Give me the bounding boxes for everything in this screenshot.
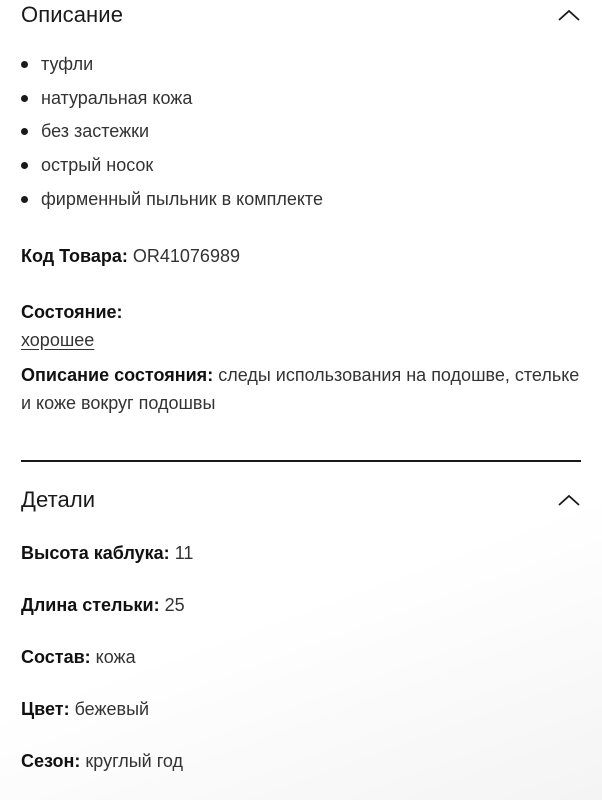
list-item: фирменный пыльник в комплекте — [21, 182, 323, 216]
insole-length-value: 25 — [164, 595, 185, 615]
sku-value: OR41076989 — [132, 246, 240, 266]
color-label: Цвет: — [21, 699, 70, 719]
material-label: Состав: — [21, 647, 91, 667]
color-value: бежевый — [74, 699, 150, 719]
condition-description-value: следы использования на подошве, стельке и коже вокруг подошвы — [21, 365, 580, 413]
list-item: без застежки — [21, 115, 323, 149]
condition-description-row — [21, 361, 581, 417]
season-row — [21, 747, 581, 775]
sku-row — [21, 242, 581, 270]
bullet-icon — [21, 162, 28, 169]
condition-label: Состояние: — [21, 302, 123, 322]
list-item: острый носок — [21, 149, 323, 183]
insole-length-label: Длина стельки: — [21, 595, 160, 615]
list-item: натуральная кожа — [21, 82, 323, 116]
color-row — [21, 695, 581, 723]
description-section-header[interactable] — [21, 0, 581, 30]
condition-row — [21, 298, 581, 354]
season-value: круглый год — [85, 751, 184, 771]
heel-height-label: Высота каблука: — [21, 543, 170, 563]
section-divider — [21, 460, 581, 462]
condition-value-link[interactable]: хорошее — [21, 330, 95, 350]
heel-height-row — [21, 539, 581, 567]
condition-description-label: Описание состояния: — [21, 365, 214, 385]
sku-label: Код Товара: — [21, 246, 128, 266]
material-value: кожа — [95, 647, 136, 667]
bullet-icon — [21, 128, 28, 135]
season-label: Сезон: — [21, 751, 81, 771]
insole-length-row — [21, 591, 581, 619]
description-title: Описание — [21, 2, 124, 27]
description-bullet-list — [21, 48, 323, 216]
bullet-icon — [21, 95, 28, 102]
chevron-up-icon[interactable] — [557, 492, 581, 508]
material-row — [21, 643, 581, 671]
details-section-header[interactable] — [21, 485, 581, 515]
heel-height-value: 11 — [174, 543, 194, 563]
chevron-up-icon[interactable] — [557, 7, 581, 23]
bullet-icon — [21, 61, 28, 68]
details-title: Детали — [21, 487, 96, 512]
bullet-icon — [21, 196, 28, 203]
list-item: туфли — [21, 48, 323, 82]
